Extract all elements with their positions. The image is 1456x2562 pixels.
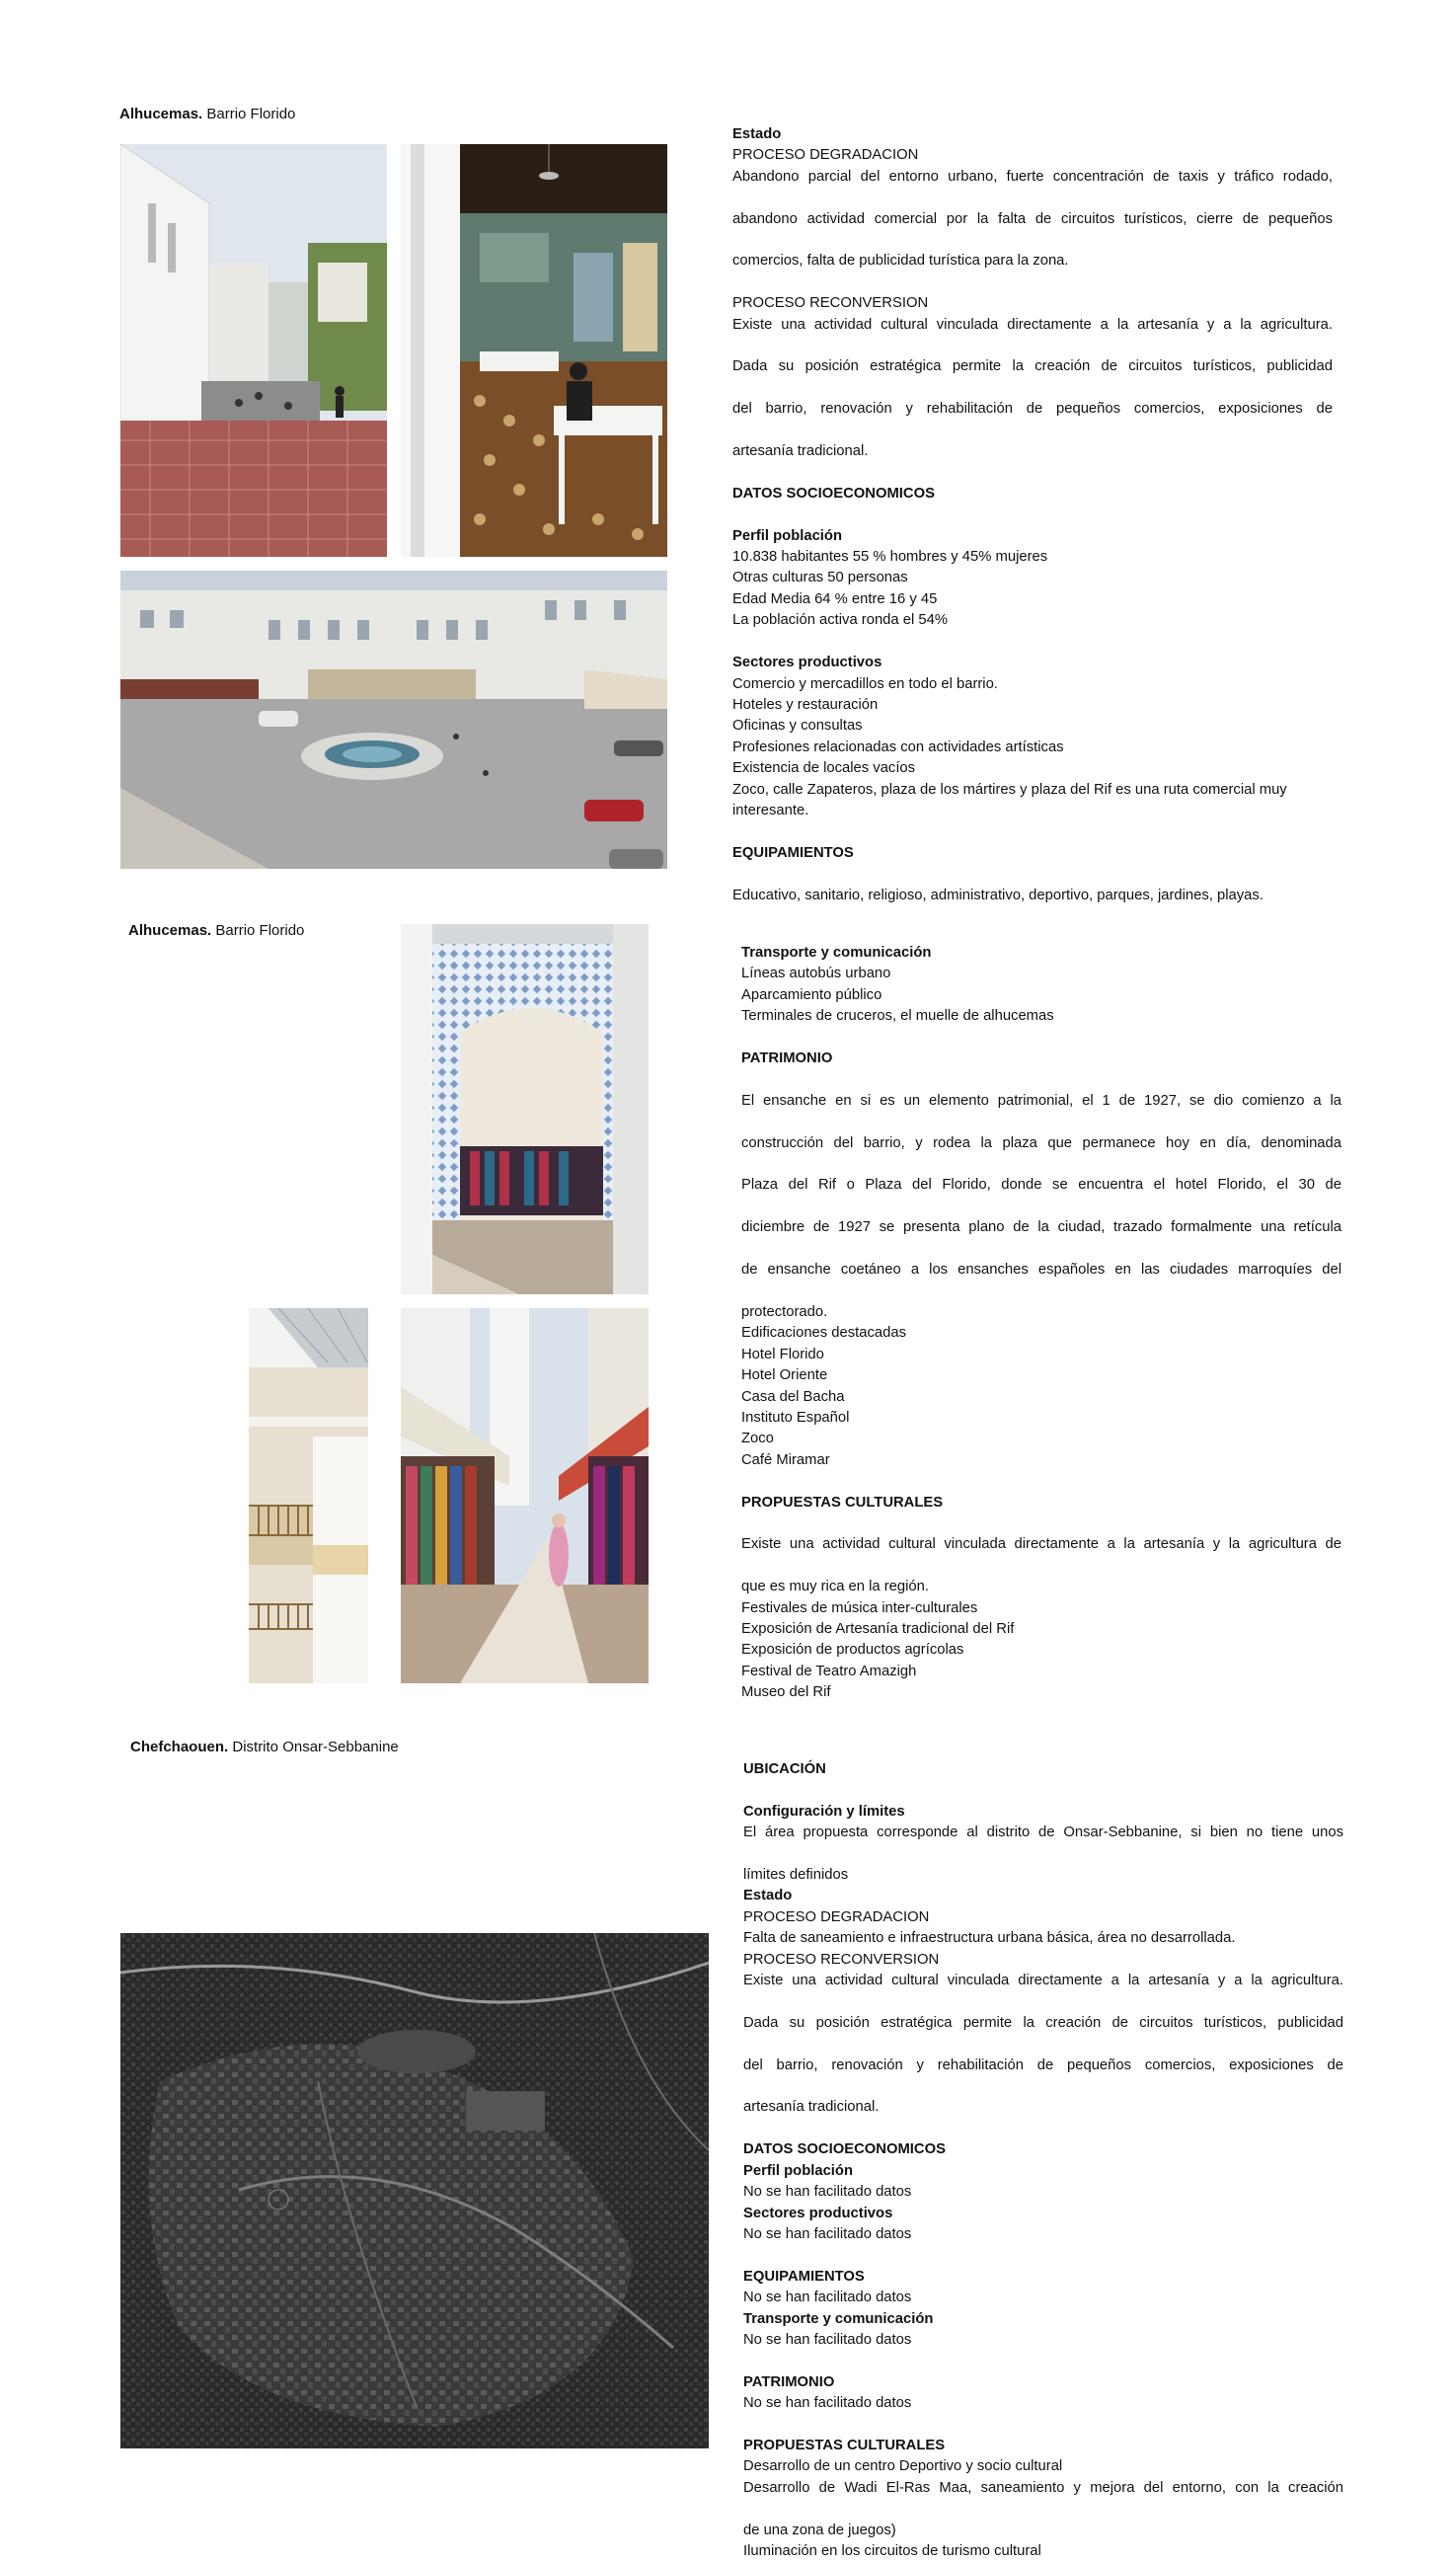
section2-title — [128, 922, 304, 939]
text-line: protectorado. — [741, 1303, 828, 1320]
section3-district: Distrito Onsar-Sebbanine — [228, 1739, 399, 1755]
datos-heading: DATOS SOCIOECONOMICOS — [732, 485, 935, 502]
text-line: que es muy rica en la región. — [741, 1579, 929, 1595]
text-line: interesante. — [732, 802, 809, 818]
text-line: Museo del Rif — [741, 1684, 831, 1701]
text-line: No se han facilitado datos — [743, 2184, 912, 2201]
text-line: Dada su posición estratégica permite la creación de circuitos turísticos, publicidad — [743, 2014, 1343, 2031]
propuestas-heading: PROPUESTAS CULTURALES — [741, 1494, 944, 1511]
section1-place: Alhucemas. — [119, 106, 203, 122]
section2-district: Barrio Florido — [211, 922, 305, 939]
section3-title — [130, 1739, 399, 1755]
estado-heading: Estado — [732, 126, 782, 142]
section1-text — [732, 124, 1333, 906]
degradacion-heading: PROCESO DEGRADACION — [743, 1908, 930, 1925]
text-line: Desarrollo de un centro Deportivo y socio cultural — [743, 2458, 1063, 2475]
propuestas-heading: PROPUESTAS CULTURALES — [743, 2437, 946, 2453]
equipamientos-heading: EQUIPAMIENTOS — [743, 2268, 865, 2285]
text-line: Dada su posición estratégica permite la creación de circuitos turísticos, publicidad — [732, 358, 1333, 375]
text-line: Zoco, calle Zapateros, plaza de los mártires y plaza del Rif es una ruta comercial muy — [732, 781, 1287, 798]
sectores-heading: Sectores productivos — [743, 2205, 893, 2221]
photo-cafe-interior — [401, 144, 667, 557]
photo-plaza-fountain — [120, 571, 667, 869]
text-line: Otras culturas 50 personas — [732, 570, 908, 586]
perfil-heading: Perfil población — [732, 527, 842, 544]
text-line: No se han facilitado datos — [743, 2331, 912, 2348]
degradacion-heading: PROCESO DEGRADACION — [732, 147, 919, 164]
text-line: Exposición de Artesanía tradicional del Rif — [741, 1620, 1015, 1637]
text-line: No se han facilitado datos — [743, 2225, 912, 2242]
text-line: Existe una actividad cultural vinculada directamente a la artesanía y a la agricultura. — [743, 1973, 1343, 1989]
text-line: Terminales de cruceros, el muelle de alhucemas — [741, 1008, 1054, 1025]
patrimonio-heading: PATRIMONIO — [741, 1050, 833, 1067]
sectores-heading: Sectores productivos — [732, 655, 882, 671]
configuracion-heading: Configuración y límites — [743, 1803, 905, 1820]
text-line: Profesiones relacionadas con actividades artísticas — [732, 738, 1064, 755]
text-line: Oficinas y consultas — [732, 718, 863, 735]
text-line: Zoco — [741, 1431, 774, 1447]
text-line: Abandono parcial del entorno urbano, fuerte concentración de taxis y tráfico rodado, — [732, 168, 1333, 185]
photo-market-street — [401, 1308, 649, 1683]
equipamientos-heading: EQUIPAMIENTOS — [732, 844, 854, 861]
text-line: El área propuesta corresponde al distrito de Onsar-Sebbanine, si bien no tiene unos — [743, 1824, 1343, 1841]
text-line: Edad Media 64 % entre 16 y 45 — [732, 590, 938, 607]
photo-tiled-archway — [401, 924, 649, 1294]
estado-heading: Estado — [743, 1888, 793, 1904]
text-line: El ensanche en si es un elemento patrimonial, el 1 de 1927, se dio comienzo a la — [741, 1092, 1341, 1109]
text-line: Hoteles y restauración — [732, 696, 879, 713]
text-line: Existe una actividad cultural vinculada directamente a la artesanía y la agricultura de — [741, 1536, 1341, 1553]
text-line: de ensanche coetáneo a los ensanches españoles en las ciudades marroquíes del — [741, 1262, 1341, 1279]
text-line: Comercio y mercadillos en todo el barrio. — [732, 675, 998, 692]
text-line: Hotel Florido — [741, 1346, 824, 1362]
text-line: artesanía tradicional. — [732, 443, 869, 460]
text-line: Iluminación en los circuitos de turismo cultural — [743, 2542, 1041, 2559]
text-line: de una zona de juegos) — [743, 2522, 896, 2538]
transporte-heading: Transporte y comunicación — [741, 945, 932, 961]
text-line: Casa del Bacha — [741, 1388, 845, 1405]
datos-heading: DATOS SOCIOECONOMICOS — [743, 2141, 946, 2158]
text-line: Hotel Oriente — [741, 1367, 828, 1384]
section2-text — [741, 943, 1341, 1704]
text-line: Plaza del Rif o Plaza del Florido, donde se encuentra el hotel Florido, el 30 de — [741, 1177, 1341, 1194]
text-line: La población activa ronda el 54% — [732, 612, 948, 629]
text-line: del barrio, renovación y rehabilitación de pequeños comercios, exposiciones de — [743, 2057, 1343, 2073]
patrimonio-heading: PATRIMONIO — [743, 2373, 835, 2390]
text-line: Existencia de locales vacíos — [732, 760, 916, 777]
text-line: No se han facilitado datos — [743, 2395, 912, 2412]
text-line: abandono actividad comercial por la falta de circuitos turísticos, cierre de pequeños — [732, 210, 1333, 227]
text-line: comercios, falta de publicidad turística para la zona. — [732, 253, 1069, 270]
ubicacion-heading: UBICACIÓN — [743, 1761, 826, 1777]
text-line: Falta de saneamiento e infraestructura urbana básica, área no desarrollada. — [743, 1930, 1236, 1947]
section3-text — [743, 1759, 1343, 2562]
text-line: Festivales de música inter-culturales — [741, 1599, 978, 1616]
text-line: construcción del barrio, y rodea la plaza que permanece hoy en día, denominada — [741, 1134, 1341, 1151]
text-line: diciembre de 1927 se presenta plano de la ciudad, trazado formalmente una retícula — [741, 1219, 1341, 1236]
text-line: 10.838 habitantes 55 % hombres y 45% mujeres — [732, 549, 1048, 566]
photo-aerial-map — [120, 1933, 709, 2448]
perfil-heading: Perfil población — [743, 2162, 853, 2179]
text-line: Desarrollo de Wadi El-Ras Maa, saneamiento y mejora del entorno, con la creación — [743, 2479, 1343, 2496]
text-line: Exposición de productos agrícolas — [741, 1642, 964, 1659]
photo-atrium-balconies — [120, 1308, 368, 1683]
transporte-heading: Transporte y comunicación — [743, 2310, 934, 2327]
text-line: artesanía tradicional. — [743, 2099, 880, 2116]
text-line: Instituto Español — [741, 1409, 850, 1426]
text-line: Festival de Teatro Amazigh — [741, 1663, 917, 1679]
reconversion-heading: PROCESO RECONVERSION — [732, 295, 929, 312]
text-line: Edificaciones destacadas — [741, 1325, 906, 1342]
text-line: Existe una actividad cultural vinculada directamente a la artesanía y a la agricultura. — [732, 316, 1333, 333]
section1-title — [119, 106, 295, 122]
reconversion-heading: PROCESO RECONVERSION — [743, 1951, 940, 1968]
text-line: Líneas autobús urbano — [741, 966, 891, 982]
text-line: Aparcamiento público — [741, 986, 882, 1003]
text-line: del barrio, renovación y rehabilitación de pequeños comercios, exposiciones de — [732, 401, 1333, 418]
text-line: Café Miramar — [741, 1451, 830, 1468]
text-line: límites definidos — [743, 1867, 849, 1884]
section3-place: Chefchaouen. — [130, 1739, 229, 1755]
text-line: No se han facilitado datos — [743, 2290, 912, 2306]
section1-district: Barrio Florido — [202, 106, 296, 122]
section2-place: Alhucemas. — [128, 922, 212, 939]
photo-street-stairs — [120, 144, 387, 557]
text-line: Educativo, sanitario, religioso, administrativo, deportivo, parques, jardines, playas. — [732, 887, 1264, 903]
